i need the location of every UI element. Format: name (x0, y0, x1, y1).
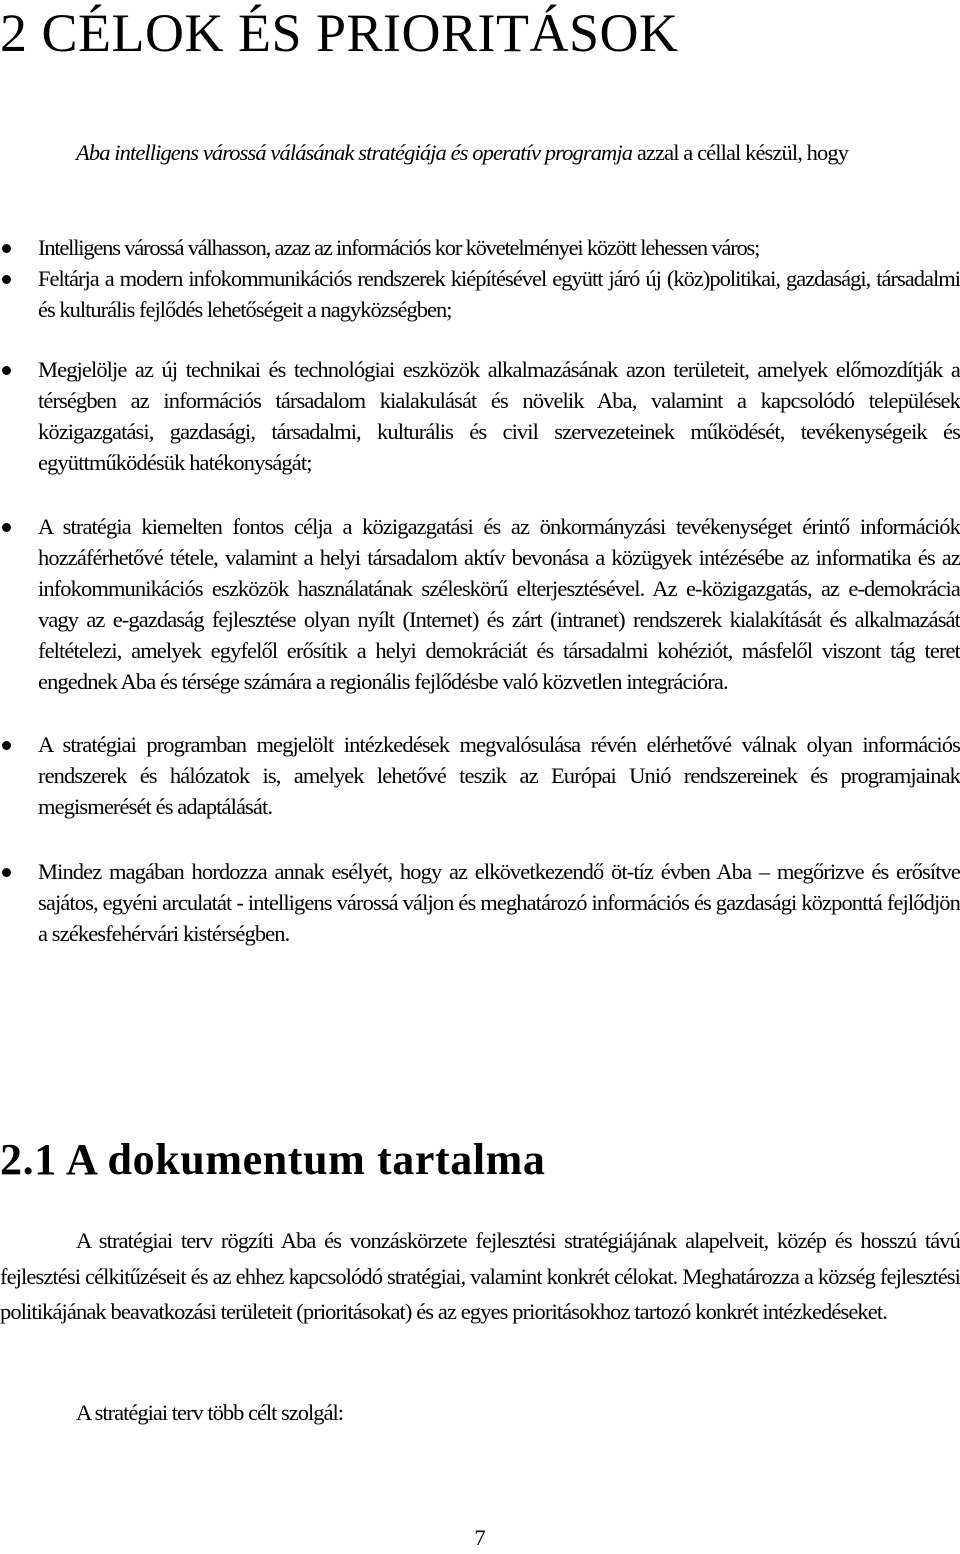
page-number: 7 (474, 1525, 486, 1550)
bullet-icon (2, 741, 11, 750)
intro-paragraph (0, 136, 960, 169)
bullet-icon (2, 244, 11, 253)
bullet-icon (2, 868, 11, 877)
bullet-icon (2, 275, 11, 284)
bullet-icon (2, 366, 11, 375)
list-item (0, 354, 960, 478)
list-item (0, 511, 960, 697)
chapter-heading: 2 CÉLOK ÉS PRIORITÁSOK (0, 3, 679, 63)
section-number: 2.1 (0, 1135, 57, 1184)
goals-list (0, 232, 960, 949)
list-item-text: A stratégiai programban megjelölt intézkedések megvalósulása révén elérhetővé válnak olyan információs rendszerek és hálózatok is, amelyek lehetővé teszik az Európai Unió rendszereinek és programjainak megismerését és adaptálását. (38, 732, 960, 819)
intro-rest: azzal a céllal készül, hogy (632, 140, 849, 165)
bullet-icon (2, 523, 11, 532)
section-title: A dokumentum tartalma (66, 1135, 546, 1184)
section-heading (0, 1132, 546, 1188)
list-item-text: Mindez magában hordozza annak esélyét, hogy az elkövetkezendő öt-tíz évben Aba – megőrizve és erősítve sajátos, egyéni arculatát - intelligens várossá váljon és meghatározó információs és gazdasági központtá fejlődjön a székesfehérvári kistérségben. (38, 859, 960, 946)
list-item (0, 232, 960, 263)
list-item-text: Megjelölje az új technikai és technológiai eszközök alkalmazásának azon területeit, amelyek előmozdítják a térségben az információs társadalom kialakulását és növelik Aba, valamint a kapcsolódó települések közigazgatási, gazdasági, társadalmi, kulturális és civil szervezeteinek működését, tevékenységeik és együttműködésük hatékonyságát; (38, 357, 960, 475)
body-paragraph: A stratégiai terv több célt szolgál: (76, 1400, 344, 1425)
body-paragraph: A stratégiai terv rögzíti Aba és vonzáskörzete fejlesztési stratégiájának alapelveit, közép és hosszú távú fejlesztési célkitűzéseit és az ehhez kapcsolódó stratégiai, valamint konkrét célokat. Meghatározza a község fejlesztési politikájának beavatkozási területeit (prioritásokat) és az egyes prioritásokhoz tartozó konkrét intézkedéseket. (0, 1228, 960, 1324)
list-item (0, 263, 960, 325)
intro-document-title: Aba intelligens várossá válásának stratégiája és operatív programja (76, 140, 633, 165)
list-item-text: Intelligens várossá válhasson, azaz az információs kor követelményei között lehessen város; (38, 235, 760, 260)
list-item-text: A stratégia kiemelten fontos célja a közigazgatási és az önkormányzási tevékenységet érintő információk hozzáférhetővé tétele, valamint a helyi társadalom aktív bevonása a közügyek intézésébe az informatika és az infokommunikációs eszközök használatának széleskörű elterjesztésével. Az e-közigazgatás, az e-demokrácia vagy az e-gazdaság fejlesztése olyan nyílt (Internet) és zárt (intranet) rendszerek kialakítását és alkalmazását feltételezi, amelyek egyfelől erősítik a helyi demokráciát és társadalmi kohéziót, másfelől viszont tág teret engednek Aba és térsége számára a regionális fejlődésbe való közvetlen integrációra. (38, 514, 960, 694)
list-item (0, 729, 960, 822)
list-item-text: Feltárja a modern infokommunikációs rendszerek kiépítésével együtt járó új (köz)politikai, gazdasági, társadalmi és kulturális fejlődés lehetőségeit a nagyközségben; (38, 266, 960, 322)
list-item (0, 856, 960, 949)
